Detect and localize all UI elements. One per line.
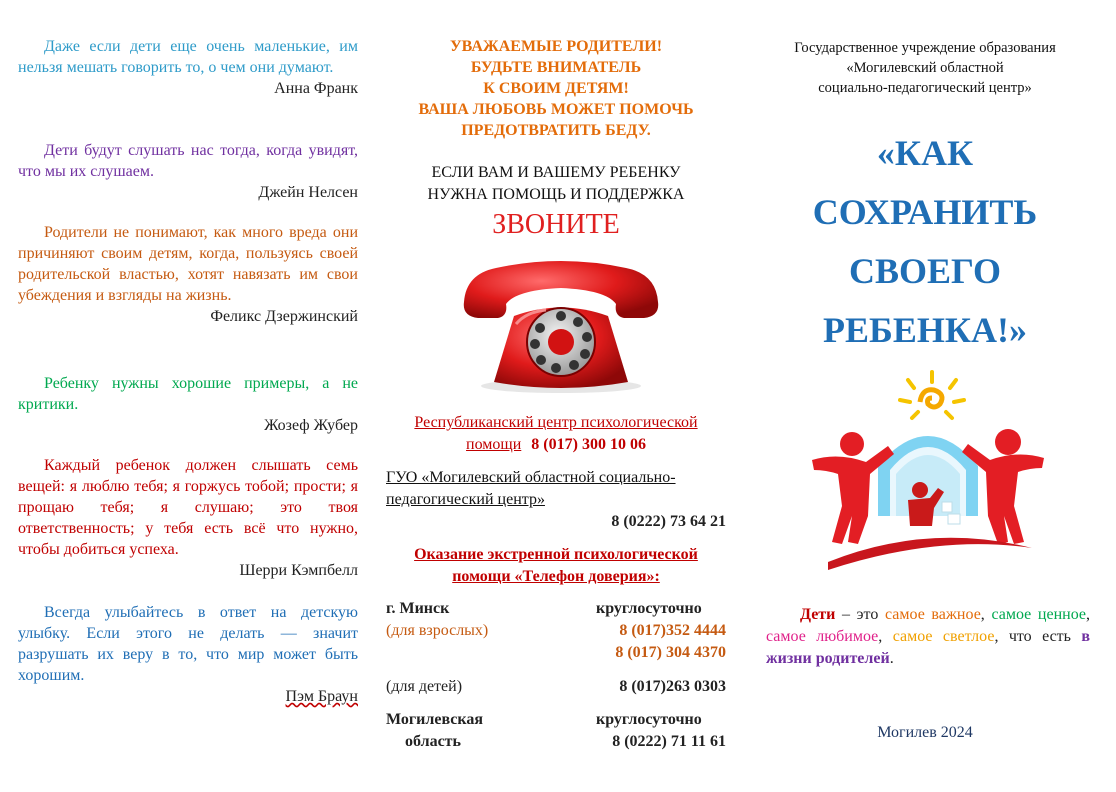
org-line: социально-педагогический центр»	[818, 80, 1032, 96]
region-hours: круглосуточно	[596, 711, 702, 728]
region-label-2: область	[405, 733, 461, 750]
minsk-block	[386, 598, 726, 664]
appeal-line: ПРЕДОТВРАТИТЬ БЕДУ.	[461, 122, 651, 139]
quote-3	[18, 222, 358, 327]
kids-phrase-important: самое важное	[884, 606, 981, 623]
minsk-hours: круглосуточно	[596, 600, 702, 617]
appeal-line: БУДЬТЕ ВНИМАТЕЛЬ	[470, 59, 642, 76]
title-line: «КАК	[876, 133, 974, 173]
org-line: «Могилевский областной	[846, 60, 1004, 76]
org-line: Государственное учреждение образования	[794, 40, 1056, 56]
children-phone: 8 (017)263 0303	[619, 678, 726, 695]
middle-panel	[386, 0, 726, 792]
quote-author: Жозеф Жубер	[264, 417, 358, 434]
adults-label: (для взрослых)	[386, 622, 489, 639]
appeal-line: ВАША ЛЮБОВЬ МОЖЕТ ПОМОЧЬ	[418, 101, 694, 118]
quote-4	[18, 373, 358, 436]
brochure-title	[760, 124, 1090, 360]
quote-1	[18, 36, 358, 99]
guo-block	[386, 467, 726, 533]
help-line: НУЖНА ПОМОЩЬ И ПОДДЕРЖКА	[427, 186, 685, 203]
kids-phrase-brightest: самое светлое	[892, 628, 995, 645]
quote-author: Джейн Нелсен	[258, 184, 358, 201]
kids-text: ,	[1086, 606, 1091, 623]
appeal-line: К СВОИМ ДЕТЯМ!	[483, 80, 629, 97]
republican-center-phone: 8 (017) 300 10 06	[531, 436, 646, 453]
region-block	[386, 709, 726, 753]
city-year: Могилев 2024	[877, 724, 973, 741]
kids-phrase-valuable: самое ценное	[991, 606, 1087, 623]
appeal-line: УВАЖАЕМЫЕ РОДИТЕЛИ!	[449, 38, 663, 55]
help-line: ЕСЛИ ВАМ И ВАШЕМУ РЕБЕНКУ	[431, 164, 681, 181]
republican-center-name: Республиканский центр психологической помощи	[414, 414, 698, 453]
quote-5	[18, 455, 358, 581]
title-line: СОХРАНИТЬ	[812, 192, 1038, 232]
minsk-label: г. Минск	[386, 600, 450, 617]
quote-text: Дети будут слушать нас тогда, когда увидят, что мы их слушаем.	[18, 142, 358, 180]
hotline-title: Оказание экстренной психологической помощи «Телефон доверия»:	[414, 546, 698, 585]
children-statement	[766, 604, 1090, 670]
quote-author: Шерри Кэмпбелл	[239, 562, 358, 579]
quote-text: Ребенку нужны хорошие примеры, а не критики.	[18, 375, 358, 413]
help-statement	[386, 162, 726, 206]
guo-name: ГУО «Могилевский областной социально-педагогический центр»	[386, 469, 676, 508]
kids-text: , что есть	[994, 628, 1082, 645]
region-label: Могилевская	[386, 711, 484, 728]
children-block	[386, 676, 726, 698]
kids-text: – это	[835, 606, 885, 623]
kids-word-children: Дети	[800, 606, 836, 623]
kids-text: ,	[878, 628, 893, 645]
title-line: РЕБЕНКА!»	[823, 310, 1027, 350]
quote-text: Родители не понимают, как много вреда они причиняют своим детям, когда, пользуясь своей родительской властью, хотят навязать им свои убеждения и взгляды на жизнь.	[18, 224, 358, 304]
red-telephone-icon	[456, 254, 666, 394]
quote-2	[18, 140, 358, 203]
call-heading: ЗВОНИТЕ	[492, 209, 620, 240]
republican-center-block	[386, 412, 726, 456]
family-logo	[808, 366, 1048, 581]
quote-author-name: Пэм Браун	[285, 688, 358, 705]
kids-phrase-beloved: самое любимое	[766, 628, 879, 645]
quote-text: Даже если дети еще очень маленькие, им нельзя мешать говорить то, о чем они думают.	[18, 38, 358, 76]
organization-name	[760, 38, 1090, 98]
adults-phone-2: 8 (017) 304 4370	[615, 644, 726, 661]
right-panel	[760, 0, 1090, 792]
quote-author	[18, 686, 358, 707]
children-label: (для детей)	[386, 678, 463, 695]
quote-text: Всегда улыбайтесь в ответ на детскую улыбку. Если этого не делать — значит разрушать их веру в то, что мир может быть хорошим.	[18, 604, 358, 684]
left-panel	[18, 0, 358, 792]
kids-text: .	[889, 650, 894, 667]
title-line: СВОЕГО	[848, 251, 1002, 291]
kids-phrase-parents-life: в жизни родителей	[766, 628, 1091, 667]
quote-author: Феликс Дзержинский	[210, 308, 358, 325]
family-house-logo-icon	[808, 366, 1048, 581]
quote-author: Анна Франк	[274, 80, 358, 97]
guo-phone: 8 (0222) 73 64 21	[611, 513, 726, 530]
region-phone: 8 (0222) 71 11 61	[612, 733, 726, 750]
quote-text: Каждый ребенок должен слышать семь вещей: я люблю тебя; я горжусь тобой; прости; я прощаю тебя; я слушаю; это твоя ответственность; у тебя есть всё что нужно, чтобы добиться успеха.	[18, 457, 358, 558]
parents-appeal	[386, 36, 726, 141]
telephone-image	[456, 254, 666, 394]
quote-6	[18, 602, 358, 707]
kids-text: ,	[980, 606, 992, 623]
adults-phone-1: 8 (017)352 4444	[619, 622, 726, 639]
